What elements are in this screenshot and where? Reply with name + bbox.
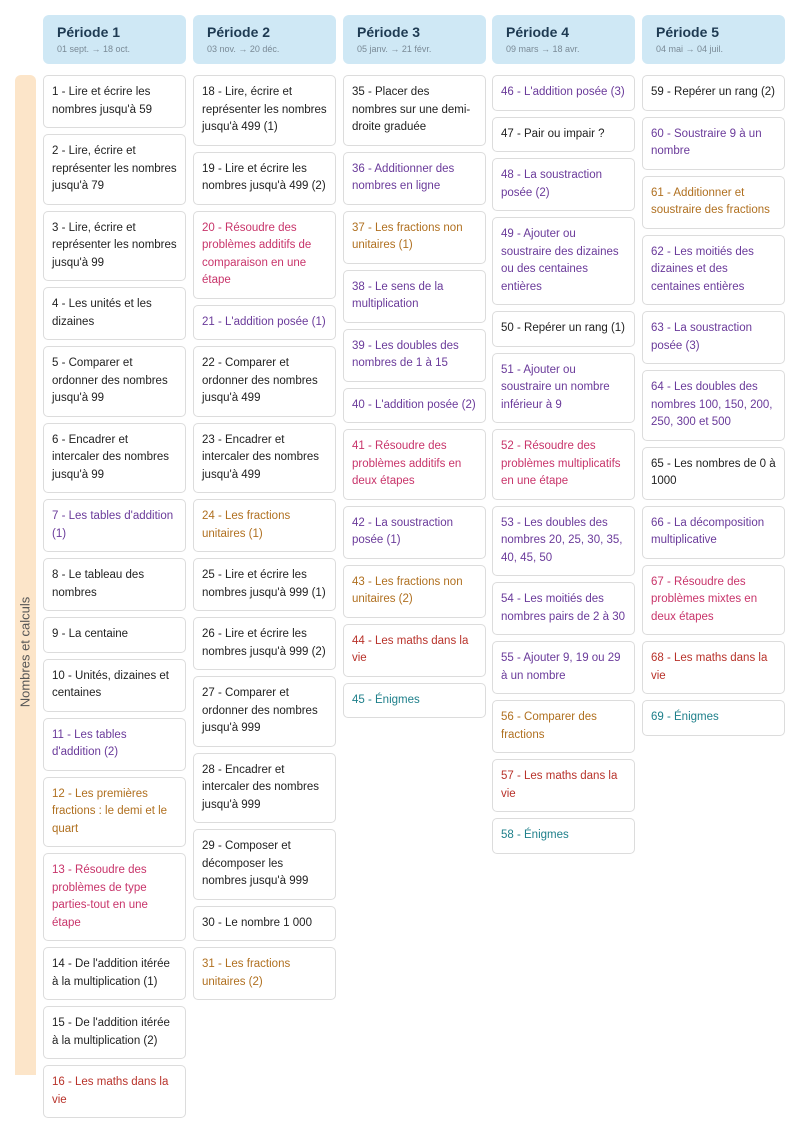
lesson-card[interactable]: 64 - Les doubles des nombres 100, 150, 200, 250, 300 et 500 — [642, 370, 785, 441]
period-header — [193, 15, 336, 64]
period-dates: 01 sept. → 18 oct. — [57, 44, 131, 54]
period-dates: 09 mars → 18 avr. — [506, 44, 580, 54]
period-column-1 — [43, 15, 186, 1124]
lesson-card[interactable]: 36 - Additionner des nombres en ligne — [343, 152, 486, 205]
lesson-card[interactable]: 65 - Les nombres de 0 à 1000 — [642, 447, 785, 500]
lesson-card[interactable]: 19 - Lire et écrire les nombres jusqu'à 499 (2) — [193, 152, 336, 205]
period-dates: 05 janv. → 21 févr. — [357, 44, 432, 54]
period-header — [343, 15, 486, 64]
lesson-card[interactable]: 15 - De l'addition itérée à la multiplication (2) — [43, 1006, 186, 1059]
lesson-card[interactable]: 40 - L'addition posée (2) — [343, 388, 486, 424]
period-title: Période 5 — [656, 24, 720, 40]
lesson-card[interactable]: 8 - Le tableau des nombres — [43, 558, 186, 611]
lesson-card[interactable]: 23 - Encadrer et intercaler des nombres jusqu'à 499 — [193, 423, 336, 494]
lesson-card[interactable]: 9 - La centaine — [43, 617, 186, 653]
lesson-card[interactable]: 52 - Résoudre des problèmes multiplicatifs en une étape — [492, 429, 635, 500]
lesson-card[interactable]: 51 - Ajouter ou soustraire un nombre inférieur à 9 — [492, 353, 635, 424]
lesson-card[interactable]: 5 - Comparer et ordonner des nombres jusqu'à 99 — [43, 346, 186, 417]
lesson-card[interactable]: 54 - Les moitiés des nombres pairs de 2 à 30 — [492, 582, 635, 635]
lesson-card[interactable]: 37 - Les fractions non unitaires (1) — [343, 211, 486, 264]
lesson-card[interactable]: 55 - Ajouter 9, 19 ou 29 à un nombre — [492, 641, 635, 694]
lesson-card[interactable]: 28 - Encadrer et intercaler des nombres jusqu'à 999 — [193, 753, 336, 824]
lesson-card[interactable]: 35 - Placer des nombres sur une demi-droite graduée — [343, 75, 486, 146]
period-title: Période 2 — [207, 24, 271, 40]
lesson-card[interactable]: 14 - De l'addition itérée à la multiplication (1) — [43, 947, 186, 1000]
lesson-card[interactable]: 66 - La décomposition multiplicative — [642, 506, 785, 559]
lesson-card[interactable]: 58 - Énigmes — [492, 818, 635, 854]
lesson-card[interactable]: 46 - L'addition posée (3) — [492, 75, 635, 111]
period-header — [43, 15, 186, 64]
lesson-card[interactable]: 53 - Les doubles des nombres 20, 25, 30, 35, 40, 45, 50 — [492, 506, 635, 577]
lesson-card[interactable]: 61 - Additionner et soustraire des fractions — [642, 176, 785, 229]
lesson-card[interactable]: 4 - Les unités et les dizaines — [43, 287, 186, 340]
lesson-card[interactable]: 45 - Énigmes — [343, 683, 486, 719]
lesson-card[interactable]: 1 - Lire et écrire les nombres jusqu'à 59 — [43, 75, 186, 128]
lesson-card[interactable]: 10 - Unités, dizaines et centaines — [43, 659, 186, 712]
lesson-card[interactable]: 24 - Les fractions unitaires (1) — [193, 499, 336, 552]
lesson-card[interactable]: 20 - Résoudre des problèmes additifs de comparaison en une étape — [193, 211, 336, 299]
lesson-card[interactable]: 59 - Repérer un rang (2) — [642, 75, 785, 111]
lesson-card[interactable]: 60 - Soustraire 9 à un nombre — [642, 117, 785, 170]
lesson-card[interactable]: 13 - Résoudre des problèmes de type parties-tout en une étape — [43, 853, 186, 941]
lesson-card[interactable]: 3 - Lire, écrire et représenter les nombres jusqu'à 99 — [43, 211, 186, 282]
period-title: Période 4 — [506, 24, 570, 40]
period-column-4 — [492, 15, 635, 860]
lesson-card[interactable]: 31 - Les fractions unitaires (2) — [193, 947, 336, 1000]
lesson-card[interactable]: 6 - Encadrer et intercaler des nombres jusqu'à 99 — [43, 423, 186, 494]
lesson-card[interactable]: 22 - Comparer et ordonner des nombres jusqu'à 499 — [193, 346, 336, 417]
lesson-card[interactable]: 41 - Résoudre des problèmes additifs en deux étapes — [343, 429, 486, 500]
lesson-card[interactable]: 30 - Le nombre 1 000 — [193, 906, 336, 942]
lesson-card[interactable]: 67 - Résoudre des problèmes mixtes en deux étapes — [642, 565, 785, 636]
period-dates: 04 mai → 04 juil. — [656, 44, 724, 54]
lesson-card[interactable]: 27 - Comparer et ordonner des nombres jusqu'à 999 — [193, 676, 336, 747]
lesson-card[interactable]: 26 - Lire et écrire les nombres jusqu'à 999 (2) — [193, 617, 336, 670]
lesson-card[interactable]: 39 - Les doubles des nombres de 1 à 15 — [343, 329, 486, 382]
lesson-card[interactable]: 42 - La soustraction posée (1) — [343, 506, 486, 559]
lesson-card[interactable]: 56 - Comparer des fractions — [492, 700, 635, 753]
lesson-card[interactable]: 16 - Les maths dans la vie — [43, 1065, 186, 1118]
lesson-card[interactable]: 29 - Composer et décomposer les nombres jusqu'à 999 — [193, 829, 336, 900]
lesson-card[interactable]: 12 - Les premières fractions : le demi et le quart — [43, 777, 186, 848]
period-header — [642, 15, 785, 64]
lesson-card[interactable]: 63 - La soustraction posée (3) — [642, 311, 785, 364]
lesson-card[interactable]: 57 - Les maths dans la vie — [492, 759, 635, 812]
lesson-card[interactable]: 2 - Lire, écrire et représenter les nombres jusqu'à 79 — [43, 134, 186, 205]
period-column-3 — [343, 15, 486, 724]
lesson-card[interactable]: 48 - La soustraction posée (2) — [492, 158, 635, 211]
lesson-card[interactable]: 18 - Lire, écrire et représenter les nombres jusqu'à 499 (1) — [193, 75, 336, 146]
period-title: Période 1 — [57, 24, 121, 40]
period-column-2 — [193, 15, 336, 1006]
period-title: Période 3 — [357, 24, 421, 40]
lesson-card[interactable]: 47 - Pair ou impair ? — [492, 117, 635, 153]
lesson-card[interactable]: 44 - Les maths dans la vie — [343, 624, 486, 677]
period-column-5 — [642, 15, 785, 742]
lesson-card[interactable]: 50 - Repérer un rang (1) — [492, 311, 635, 347]
domain-band — [15, 75, 36, 1075]
period-dates: 03 nov. → 20 déc. — [207, 44, 280, 54]
lesson-card[interactable]: 69 - Énigmes — [642, 700, 785, 736]
domain-label: Nombres et calculs — [17, 596, 33, 708]
lesson-card[interactable]: 25 - Lire et écrire les nombres jusqu'à 999 (1) — [193, 558, 336, 611]
lesson-card[interactable]: 21 - L'addition posée (1) — [193, 305, 336, 341]
lesson-card[interactable]: 38 - Le sens de la multiplication — [343, 270, 486, 323]
lesson-card[interactable]: 49 - Ajouter ou soustraire des dizaines ou des centaines entières — [492, 217, 635, 305]
lesson-card[interactable]: 43 - Les fractions non unitaires (2) — [343, 565, 486, 618]
lesson-card[interactable]: 68 - Les maths dans la vie — [642, 641, 785, 694]
lesson-card[interactable]: 62 - Les moitiés des dizaines et des centaines entières — [642, 235, 785, 306]
lesson-card[interactable]: 11 - Les tables d'addition (2) — [43, 718, 186, 771]
period-header — [492, 15, 635, 64]
lesson-card[interactable]: 7 - Les tables d'addition (1) — [43, 499, 186, 552]
